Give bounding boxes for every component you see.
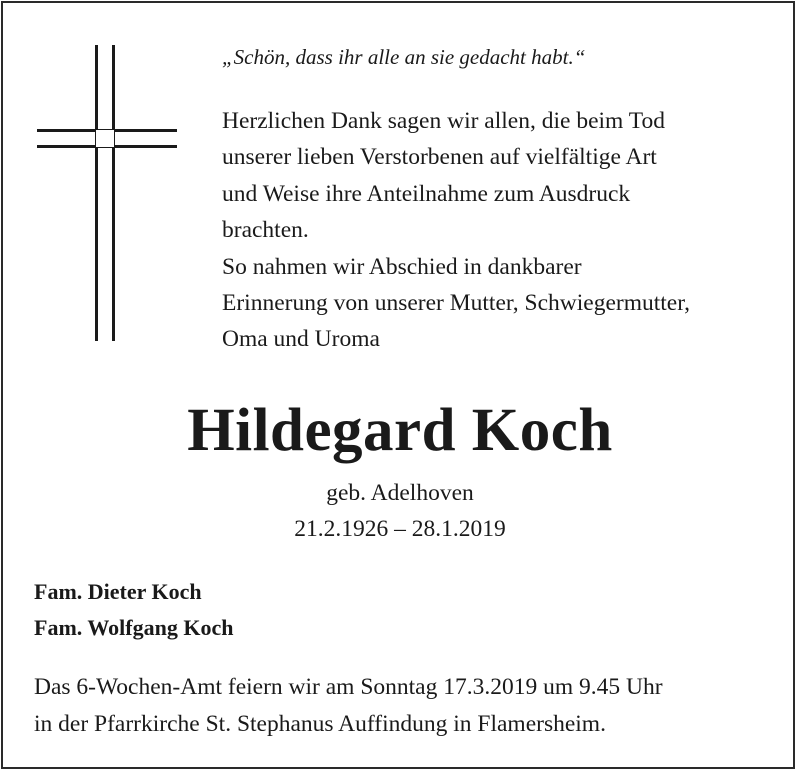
service-line: Das 6-Wochen-Amt feiern wir am Sonntag 17.3.2019 um 9.45 Uhr xyxy=(34,674,663,700)
life-dates: 21.2.1926 – 28.1.2019 xyxy=(294,516,506,542)
thanks-paragraph xyxy=(222,103,690,358)
family-name: Fam. Dieter Koch xyxy=(34,579,202,604)
thanks-line: Oma und Uroma xyxy=(222,326,380,353)
family-name: Fam. Wolfgang Koch xyxy=(34,615,234,640)
thanks-line: und Weise ihre Anteilnahme zum Ausdruck xyxy=(222,180,631,207)
family-signatures xyxy=(34,574,233,646)
thanks-line: Herzlichen Dank sagen wir allen, die beim Tod xyxy=(222,108,665,134)
maiden-name: geb. Adelhoven xyxy=(326,480,474,506)
service-line: in der Pfarrkirche St. Stephanus Auffindung in Flamersheim. xyxy=(34,711,606,737)
cross-icon xyxy=(37,45,177,341)
thanks-line: unserer lieben Verstorbenen auf vielfältige Art xyxy=(222,144,657,171)
quote-text: „Schön, dass ihr alle an sie gedacht habt.“ xyxy=(222,45,586,69)
service-announcement xyxy=(34,669,663,743)
deceased-name: Hildegard Koch xyxy=(187,397,613,464)
thanks-line: Erinnerung von unserer Mutter, Schwiegermutter, xyxy=(222,290,690,317)
thanks-line: brachten. xyxy=(222,217,309,244)
thanks-line: So nahmen wir Abschied in dankbarer xyxy=(222,253,582,280)
